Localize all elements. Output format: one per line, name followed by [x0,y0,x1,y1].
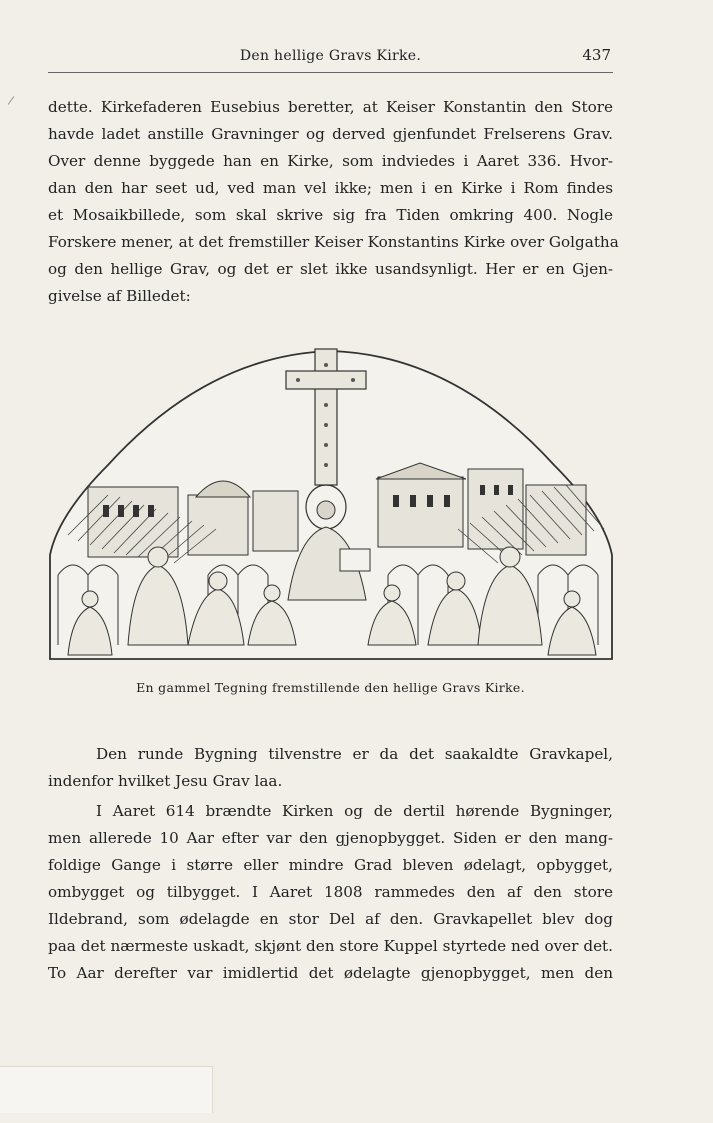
page-number: 437 [582,46,611,64]
text-line: givelse af Billedet: [48,287,191,305]
text-line: ombygget og tilbygget. I Aaret 1808 rammedes den af den store [48,883,613,901]
text-line: Ildebrand, som ødelagde en stor Del af den. Gravkapellet blev dog [48,910,613,928]
text-line: et Mosaikbillede, som skal skrive sig fra Tiden omkring 400. Nogle [48,206,613,224]
mosaic-drawing [48,345,614,661]
text-line: I Aaret 614 brændte Kirken og de dertil hørende Bygninger, [96,802,613,820]
page-header [48,44,613,73]
paper-label-patch [0,1066,213,1113]
text-line: paa det nærmeste uskadt, skjønt den store Kuppel styrtede ned over det. [48,937,613,955]
text-line: dette. Kirkefaderen Eusebius beretter, at Keiser Konstantin den Store [48,98,613,116]
text-line: havde ladet anstille Gravninger og derved gjenfundet Frelserens Grav. [48,125,613,143]
text-line: Over denne byggede han en Kirke, som indviedes i Aaret 336. Hvor- [48,152,613,170]
mosaic-illustration [48,345,614,661]
text-line: indenfor hvilket Jesu Grav laa. [48,772,283,790]
text-line: og den hellige Grav, og det er slet ikke usandsynligt. Her er en Gjen- [48,260,613,278]
figure-caption: En gammel Tegning fremstillende den hellige Gravs Kirke. [136,680,525,695]
text-line: Den runde Bygning tilvenstre er da det saakaldte Gravkapel, [96,745,613,763]
running-title: Den hellige Gravs Kirke. [239,48,422,64]
paragraph-eusebius [48,94,619,310]
text-line: dan den har seet ud, ved man vel ikke; men i en Kirke i Rom findes [48,179,613,197]
text-line: men allerede 10 Aar efter var den gjenopbygget. Siden er den mang- [48,829,613,847]
text-line: foldige Gange i større eller mindre Grad bleven ødelagt, opbygget, [48,856,613,874]
paragraph-history [48,798,613,987]
stray-pencil-mark [8,96,15,105]
paragraph-gravkapel [48,741,613,795]
text-line: Forskere mener, at det fremstiller Keiser Konstantins Kirke over Golgatha [48,233,619,251]
text-line: To Aar derefter var imidlertid det ødelagte gjenopbygget, men den [48,964,613,982]
